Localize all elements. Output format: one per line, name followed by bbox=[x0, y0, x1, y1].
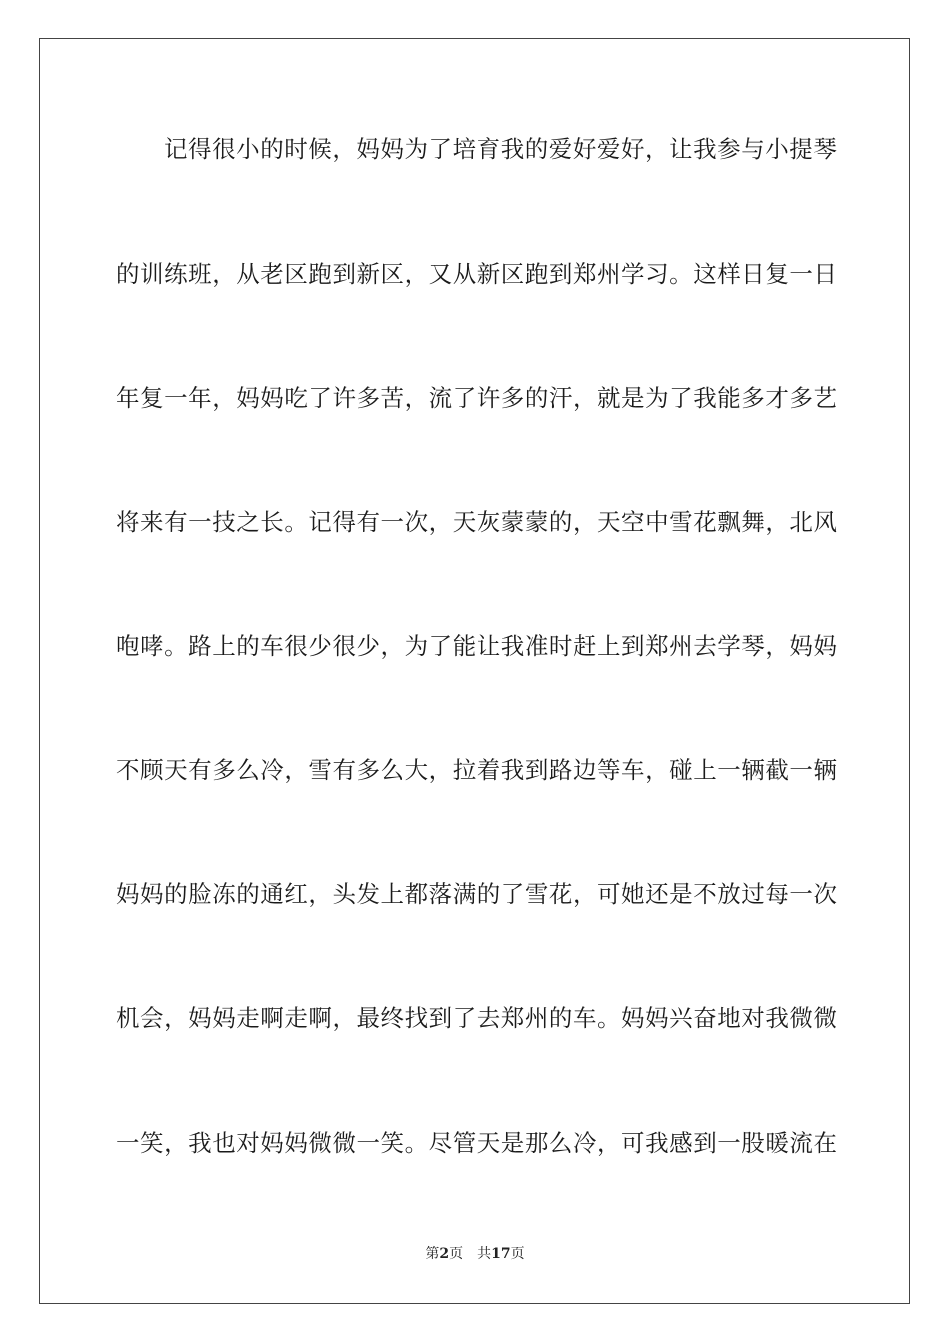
paragraph-line: 一笑，我也对妈妈微微一笑。尽管天是那么冷，可我感到一股暖流在 bbox=[116, 1129, 838, 1157]
page-prefix: 第 bbox=[425, 1246, 440, 1262]
page-footer bbox=[0, 1245, 950, 1263]
total-suffix: 页 bbox=[510, 1246, 525, 1262]
page-number: 2 bbox=[439, 1246, 450, 1262]
paragraph-line: 将来有一技之长。记得有一次，天灰蒙蒙的，天空中雪花飘舞，北风 bbox=[116, 508, 838, 536]
paragraph-line: 年复一年，妈妈吃了许多苦，流了许多的汗，就是为了我能多才多艺 bbox=[116, 384, 838, 412]
paragraph-line: 记得很小的时候，妈妈为了培育我的爱好爱好，让我参与小提琴 bbox=[164, 135, 838, 163]
total-pages-indicator bbox=[477, 1246, 524, 1262]
page-border bbox=[39, 38, 910, 1304]
paragraph-line: 咆哮。路上的车很少很少，为了能让我准时赶上到郑州去学琴，妈妈 bbox=[116, 632, 838, 660]
paragraph-line: 的训练班，从老区跑到新区，又从新区跑到郑州学习。这样日复一日 bbox=[116, 260, 838, 288]
total-prefix: 共 bbox=[477, 1246, 492, 1262]
page-suffix: 页 bbox=[449, 1246, 464, 1262]
total-pages: 17 bbox=[491, 1246, 511, 1262]
page-indicator bbox=[425, 1246, 463, 1262]
paragraph-line: 妈妈的脸冻的通红，头发上都落满的了雪花，可她还是不放过每一次 bbox=[116, 880, 838, 908]
paragraph-line: 不顾天有多么冷，雪有多么大，拉着我到路边等车，碰上一辆截一辆 bbox=[116, 756, 838, 784]
paragraph-line: 机会，妈妈走啊走啊，最终找到了去郑州的车。妈妈兴奋地对我微微 bbox=[116, 1004, 838, 1032]
